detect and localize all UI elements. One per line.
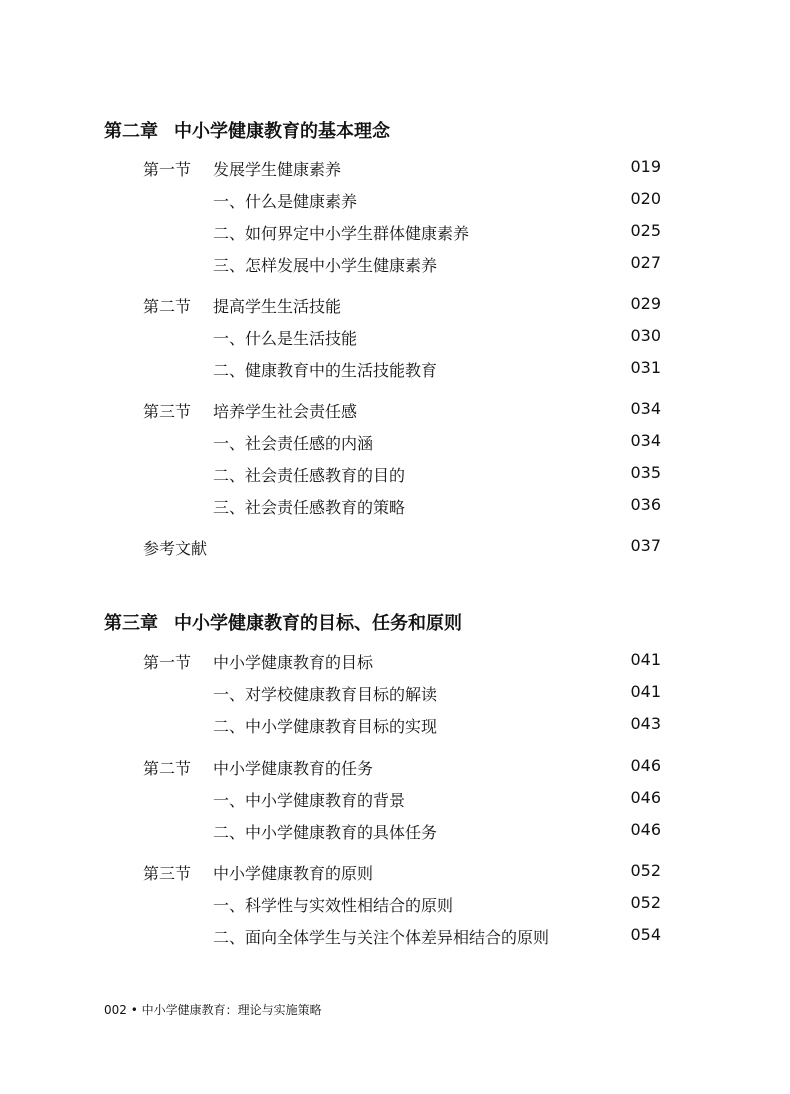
section-title: 中小学健康教育的原则 — [213, 864, 374, 883]
toc-item-row[interactable] — [0, 893, 790, 917]
item-title: 一、社会责任感的内涵 — [213, 434, 374, 453]
page-number: 020 — [630, 189, 661, 208]
item-title: 二、社会责任感教育的目的 — [213, 466, 406, 485]
page-number: 046 — [630, 756, 661, 775]
page-number: 034 — [630, 399, 661, 418]
toc-references-row[interactable] — [0, 536, 790, 560]
toc-item-row[interactable] — [0, 820, 790, 844]
page-number: 029 — [630, 294, 661, 313]
section-number: 第三节 — [143, 864, 192, 883]
toc-section-row[interactable] — [0, 399, 790, 423]
toc-item-row[interactable] — [0, 189, 790, 213]
footer-book-title: 中小学健康教育：理论与实施策略 — [141, 1003, 322, 1017]
toc-item-row[interactable] — [0, 221, 790, 245]
item-title: 一、中小学健康教育的背景 — [213, 791, 406, 810]
chapter-title: 中小学健康教育的基本理念 — [174, 121, 390, 142]
toc-item-row[interactable] — [0, 714, 790, 738]
section-title: 中小学健康教育的目标 — [213, 653, 374, 672]
page-number: 043 — [630, 714, 661, 733]
toc-section-row[interactable] — [0, 861, 790, 885]
section-title: 中小学健康教育的任务 — [213, 759, 374, 778]
toc-item-row[interactable] — [0, 358, 790, 382]
chapter-number: 第二章 — [104, 121, 158, 142]
page-footer — [104, 1001, 322, 1018]
toc-section-row[interactable] — [0, 650, 790, 674]
toc-item-row[interactable] — [0, 463, 790, 487]
toc-item-row[interactable] — [0, 253, 790, 277]
toc-item-row[interactable] — [0, 682, 790, 706]
toc-section-row[interactable] — [0, 157, 790, 181]
page-number: 019 — [630, 157, 661, 176]
section-title: 发展学生健康素养 — [213, 160, 342, 179]
page-number: 046 — [630, 788, 661, 807]
item-title: 二、中小学健康教育的具体任务 — [213, 823, 438, 842]
item-title: 三、怎样发展中小学生健康素养 — [213, 256, 438, 275]
page-number: 054 — [630, 925, 661, 944]
footer-page-number: 002 — [104, 1003, 127, 1017]
footer-separator: • — [130, 1003, 138, 1017]
page-number: 031 — [630, 358, 661, 377]
section-title: 提高学生生活技能 — [213, 297, 342, 316]
page-number: 035 — [630, 463, 661, 482]
item-title: 二、中小学健康教育目标的实现 — [213, 717, 438, 736]
chapter-title: 中小学健康教育的目标、任务和原则 — [174, 613, 462, 634]
section-number: 第一节 — [143, 653, 192, 672]
section-number: 第二节 — [143, 759, 192, 778]
page-number: 046 — [630, 820, 661, 839]
section-number: 第三节 — [143, 402, 192, 421]
page-number: 036 — [630, 495, 661, 514]
references-title: 参考文献 — [143, 539, 208, 558]
toc-item-row[interactable] — [0, 925, 790, 949]
item-title: 一、科学性与实效性相结合的原则 — [213, 896, 454, 915]
item-title: 二、如何界定中小学生群体健康素养 — [213, 224, 470, 243]
chapter-number: 第三章 — [104, 613, 158, 634]
item-title: 一、什么是健康素养 — [213, 192, 358, 211]
chapter-heading — [104, 609, 462, 635]
page-number: 034 — [630, 431, 661, 450]
page-number: 041 — [630, 650, 661, 669]
section-title: 培养学生社会责任感 — [213, 402, 358, 421]
item-title: 三、社会责任感教育的策略 — [213, 498, 406, 517]
page-number: 030 — [630, 326, 661, 345]
page-number: 052 — [630, 861, 661, 880]
toc-item-row[interactable] — [0, 326, 790, 350]
page-number: 041 — [630, 682, 661, 701]
item-title: 一、什么是生活技能 — [213, 329, 358, 348]
toc-section-row[interactable] — [0, 756, 790, 780]
toc-item-row[interactable] — [0, 788, 790, 812]
section-number: 第一节 — [143, 160, 192, 179]
toc-item-row[interactable] — [0, 495, 790, 519]
page-number: 037 — [630, 536, 661, 555]
chapter-heading — [104, 117, 390, 143]
toc-section-row[interactable] — [0, 294, 790, 318]
item-title: 二、健康教育中的生活技能教育 — [213, 361, 438, 380]
page-number: 052 — [630, 893, 661, 912]
page-number: 027 — [630, 253, 661, 272]
item-title: 二、面向全体学生与关注个体差异相结合的原则 — [213, 928, 550, 947]
item-title: 一、对学校健康教育目标的解读 — [213, 685, 438, 704]
page-number: 025 — [630, 221, 661, 240]
section-number: 第二节 — [143, 297, 192, 316]
toc-item-row[interactable] — [0, 431, 790, 455]
